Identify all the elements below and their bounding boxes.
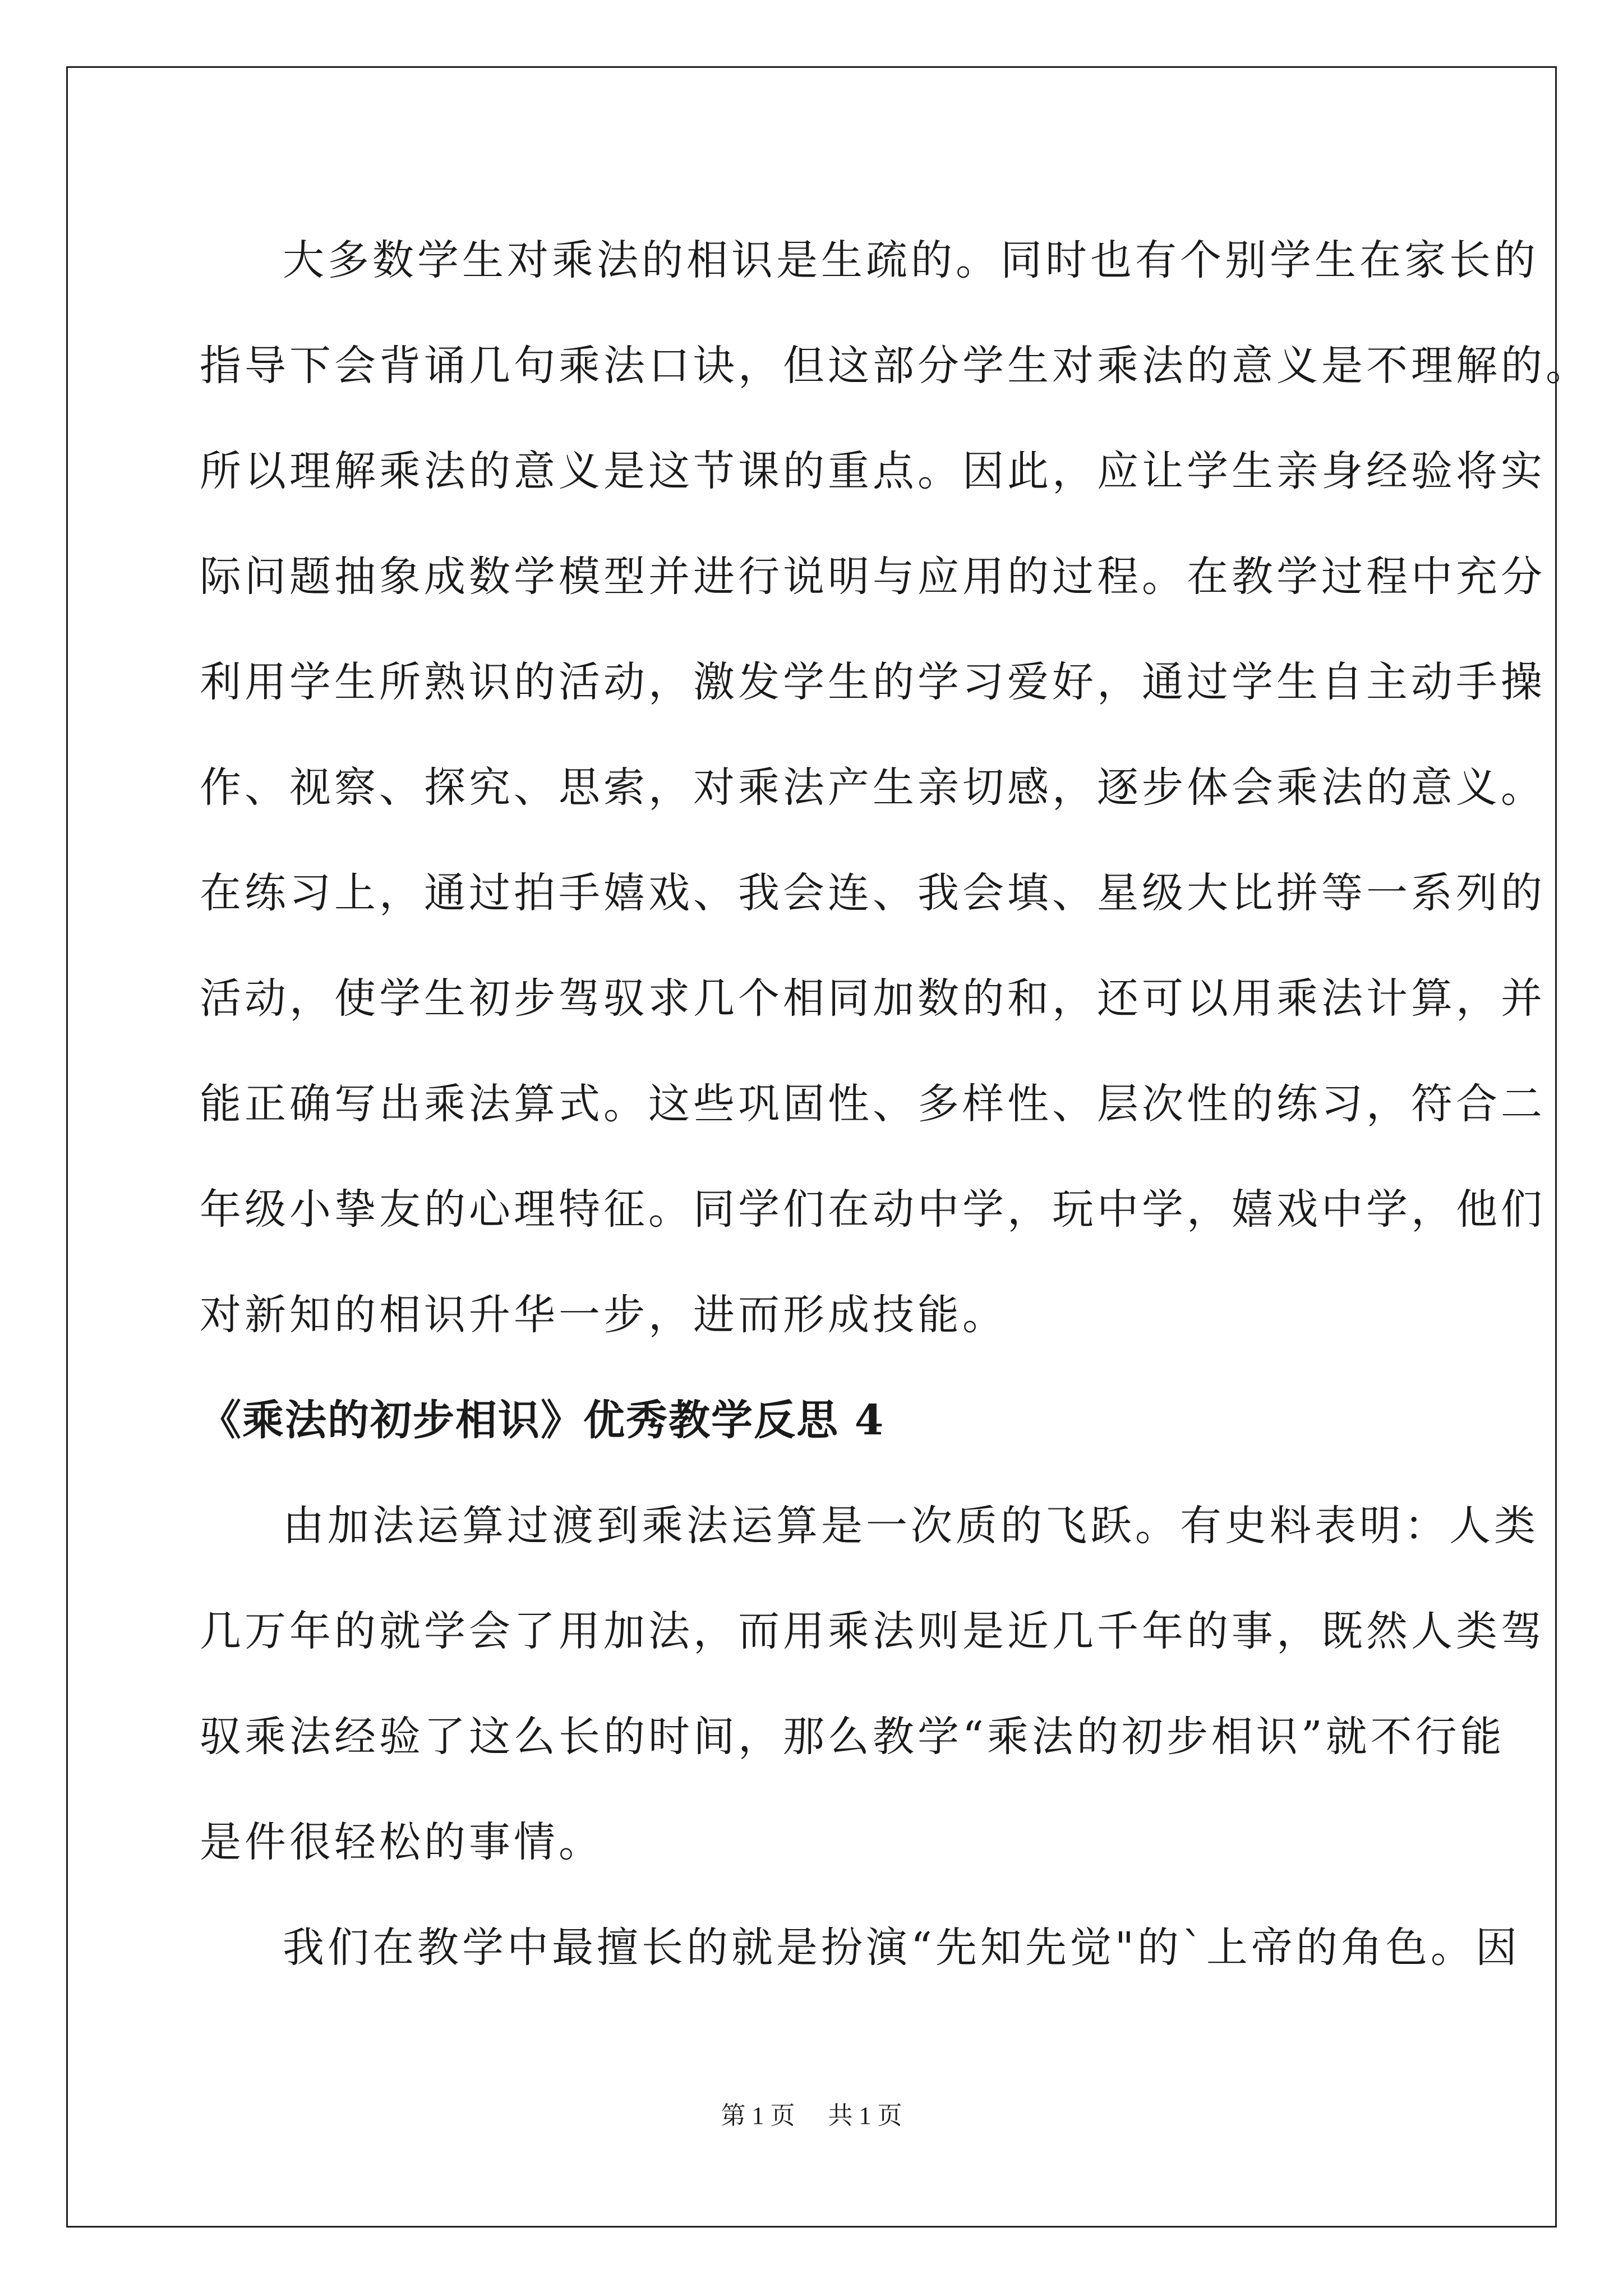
text-line: 大多数学生对乘法的相识是生疏的。同时也有个别学生在家长的	[283, 236, 1539, 284]
text-line: 能正确写出乘法算式。这些巩固性、多样性、层次性的练习，符合二	[200, 1080, 1546, 1128]
page-number-current: 第 1 页	[721, 2102, 795, 2129]
text-line: 作、视察、探究、思索，对乘法产生亲切感，逐步体会乘法的意义。	[200, 763, 1546, 812]
text-line: 我们在教学中最擅长的就是扮演“先知先觉"的`上帝的角色。因	[283, 1924, 1520, 1972]
document-body	[200, 208, 1590, 2071]
text-line: 活动，使学生初步驾驭求几个相同加数的和，还可以用乘法计算，并	[200, 974, 1546, 1023]
paragraph-1	[200, 208, 1590, 1368]
text-line: 对新知的相识升华一步，进而形成技能。	[200, 1291, 1007, 1339]
text-line: 利用学生所熟识的活动，激发学生的学习爱好，通过学生自主动手操	[200, 658, 1546, 706]
page-number-total: 共 1 页	[828, 2102, 902, 2129]
paragraph-2	[200, 1473, 1546, 1895]
text-line: 年级小挚友的心理特征。同学们在动中学，玩中学，嬉戏中学，他们	[200, 1185, 1546, 1234]
text-line: 是件很轻松的事情。	[200, 1818, 603, 1866]
section-heading: 《乘法的初步相识》优秀教学反思 4	[200, 1396, 885, 1444]
paragraph-3	[200, 1895, 1520, 2000]
text-line: 驭乘法经验了这么长的时间，那么教学“乘法的初步相识”就不行能	[200, 1713, 1505, 1761]
page-footer	[0, 2095, 1623, 2131]
text-line: 在练习上，通过拍手嬉戏、我会连、我会填、星级大比拼等一系列的	[200, 869, 1546, 917]
text-line: 际问题抽象成数学模型并进行说明与应用的过程。在教学过程中充分	[200, 553, 1546, 601]
text-line: 指导下会背诵几句乘法口诀，但这部分学生对乘法的意义是不理解的。	[200, 342, 1590, 390]
text-line: 由加法运算过渡到乘法运算是一次质的飞跃。有史料表明：人类	[283, 1502, 1539, 1550]
text-line: 几万年的就学会了用加法，而用乘法则是近几千年的事，既然人类驾	[200, 1607, 1546, 1655]
text-line: 所以理解乘法的意义是这节课的重点。因此，应让学生亲身经验将实	[200, 447, 1546, 495]
